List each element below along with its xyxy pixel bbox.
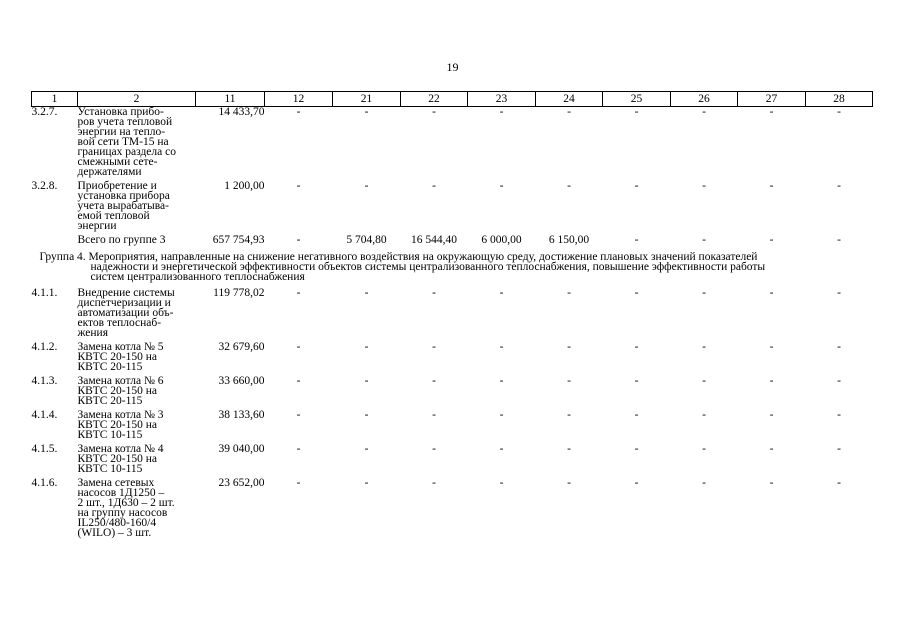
row-value: - [769, 477, 774, 489]
row-value: - [837, 287, 841, 299]
row-value: - [837, 106, 841, 118]
row-value: - [837, 477, 841, 489]
row-name: Приобретение и установка прибора учета вырабатыва- емой тепловой энергии [77, 180, 170, 232]
row-value: - [432, 287, 436, 299]
row-value: - [702, 234, 706, 246]
row-value: - [634, 477, 639, 489]
column-header: 28 [806, 92, 873, 107]
row-number [32, 235, 78, 249]
row-name: Замена котла № 4 КВТС 20-150 на КВТС 10-115 [77, 443, 164, 475]
row-value: - [769, 180, 774, 192]
row-value: - [499, 409, 504, 421]
table-row [32, 235, 873, 249]
table-row [32, 410, 873, 444]
row-value: - [769, 287, 774, 299]
row-name: Замена котла № 3 КВТС 20-150 на КВТС 10-115 [77, 409, 164, 441]
row-value: - [702, 443, 706, 455]
row-total: 32 679,60 [218, 341, 265, 353]
row-value: - [432, 443, 436, 455]
group-heading-line: систем централизованного теплоснабжения [90, 271, 305, 283]
table-row [32, 181, 873, 235]
row-value: - [499, 375, 504, 387]
column-header: 26 [671, 92, 738, 107]
row-value: - [634, 287, 639, 299]
row-value: - [567, 443, 571, 455]
row-value: - [432, 341, 436, 353]
row-value: - [364, 106, 369, 118]
row-value: - [432, 180, 436, 192]
row-name: Замена котла № 6 КВТС 20-150 на КВТС 20-115 [77, 375, 164, 407]
row-value: - [837, 443, 841, 455]
row-value: - [634, 375, 639, 387]
row-value: - [364, 341, 369, 353]
row-value: - [702, 180, 706, 192]
table-row [32, 288, 873, 342]
row-number: 3.2.7. [31, 106, 58, 118]
row-value: - [702, 409, 706, 421]
column-header: 24 [536, 92, 603, 107]
row-value: - [296, 341, 301, 353]
column-header: 2 [78, 92, 196, 107]
row-name: Внедрение системы диспетчеризации и автоматизации объ- ектов теплоснаб- жения [77, 287, 175, 339]
investment-table [31, 91, 873, 542]
row-number: 4.1.2. [31, 341, 58, 353]
row-value: - [432, 375, 436, 387]
row-value: - [296, 234, 301, 246]
row-value: - [296, 287, 301, 299]
row-value: - [567, 375, 571, 387]
row-value: - [364, 375, 369, 387]
row-name: Всего по группе 3 [77, 234, 166, 246]
row-value: - [837, 409, 841, 421]
row-value: - [296, 477, 301, 489]
row-value: - [702, 477, 706, 489]
row-value: - [499, 287, 504, 299]
row-value: 6 000,00 [481, 234, 522, 246]
table-body-group-4 [32, 288, 873, 542]
row-value: - [567, 180, 571, 192]
row-value: - [567, 106, 571, 118]
row-total: 119 778,02 [213, 287, 265, 299]
row-number: 4.1.5. [31, 443, 58, 455]
row-value: - [837, 341, 841, 353]
row-name: Замена котла № 5 КВТС 20-150 на КВТС 20-115 [77, 341, 164, 373]
row-value: - [499, 341, 504, 353]
row-value: 5 704,80 [346, 234, 387, 246]
row-number: 4.1.6. [31, 477, 58, 489]
row-value: - [567, 409, 571, 421]
row-total: 38 133,60 [218, 409, 265, 421]
row-value: - [432, 409, 436, 421]
row-value: - [567, 477, 571, 489]
row-value: - [567, 341, 571, 353]
group-heading-line: Группа 4. Мероприятия, направленные на снижение негативного воздействия на окружающую среду, достижение плановых значений показателей [39, 251, 758, 263]
row-total: 33 660,00 [218, 375, 265, 387]
row-value: - [769, 341, 774, 353]
table-row [32, 444, 873, 478]
row-value: - [634, 234, 639, 246]
page-number: 19 [446, 60, 459, 74]
table-row [32, 107, 873, 182]
row-value: - [499, 106, 504, 118]
row-value: - [634, 180, 639, 192]
row-value: - [769, 234, 774, 246]
row-value: - [769, 443, 774, 455]
table-row [32, 478, 873, 542]
row-value: - [634, 409, 639, 421]
row-value: - [364, 180, 369, 192]
row-value: - [837, 375, 841, 387]
column-header: 12 [265, 92, 333, 107]
group-4-header [32, 249, 873, 288]
row-value: - [769, 106, 774, 118]
row-value: - [296, 375, 301, 387]
row-number: 4.1.1. [31, 287, 58, 299]
row-value: - [634, 106, 639, 118]
row-value: - [634, 341, 639, 353]
row-number: 4.1.4. [31, 409, 58, 421]
row-value: - [702, 341, 706, 353]
row-name: Замена сетевых насосов 1Д1250 – 2 шт., 1Д630 – 2 шт. на группу насосов IL250/480-160/4 (WILO) – 3 шт. [77, 477, 175, 539]
row-total: 14 433,70 [218, 106, 265, 118]
row-total: 657 754,93 [212, 234, 265, 246]
row-value: - [296, 443, 301, 455]
column-header: 25 [603, 92, 671, 107]
table-body-group-3 [32, 107, 873, 250]
row-value: - [567, 287, 571, 299]
table-row [32, 376, 873, 410]
row-value: - [432, 106, 436, 118]
column-header-row [32, 92, 873, 107]
row-value: - [769, 375, 774, 387]
row-value: 6 150,00 [548, 234, 590, 246]
row-total: 39 040,00 [218, 443, 265, 455]
row-value: - [499, 443, 504, 455]
row-number: 4.1.3. [31, 375, 58, 387]
row-value: - [296, 180, 301, 192]
column-header: 11 [196, 92, 265, 107]
row-value: - [634, 443, 639, 455]
row-value: - [702, 375, 706, 387]
column-header: 22 [401, 92, 468, 107]
row-value: - [499, 477, 504, 489]
column-header: 23 [468, 92, 536, 107]
row-value: - [364, 443, 369, 455]
row-value: - [296, 409, 301, 421]
table-row [32, 342, 873, 376]
column-header: 21 [333, 92, 401, 107]
row-value: - [364, 477, 369, 489]
group-heading-line: надежности и энергетической эффективности объектов системы централизованного теплоснабжения, повышение эффективности работы [90, 261, 766, 273]
group-heading-row [32, 249, 873, 288]
row-name: Установка прибо- ров учета тепловой энергии на тепло- вой сети ТМ-15 на границах раздела со смежными сете- держателями [77, 106, 176, 178]
row-value: - [702, 287, 706, 299]
row-value: - [432, 477, 436, 489]
row-number: 3.2.8. [31, 180, 58, 192]
row-total: 23 652,00 [218, 477, 265, 489]
row-value: 16 544,40 [411, 234, 457, 246]
row-value: - [499, 180, 504, 192]
row-value: - [296, 106, 301, 118]
column-header: 1 [32, 92, 78, 107]
row-value: - [364, 287, 369, 299]
row-value: - [769, 409, 774, 421]
row-total: 1 200,00 [224, 180, 265, 192]
row-value: - [837, 234, 841, 246]
row-value: - [837, 180, 841, 192]
row-value: - [702, 106, 706, 118]
column-header: 27 [738, 92, 806, 107]
row-value: - [364, 409, 369, 421]
